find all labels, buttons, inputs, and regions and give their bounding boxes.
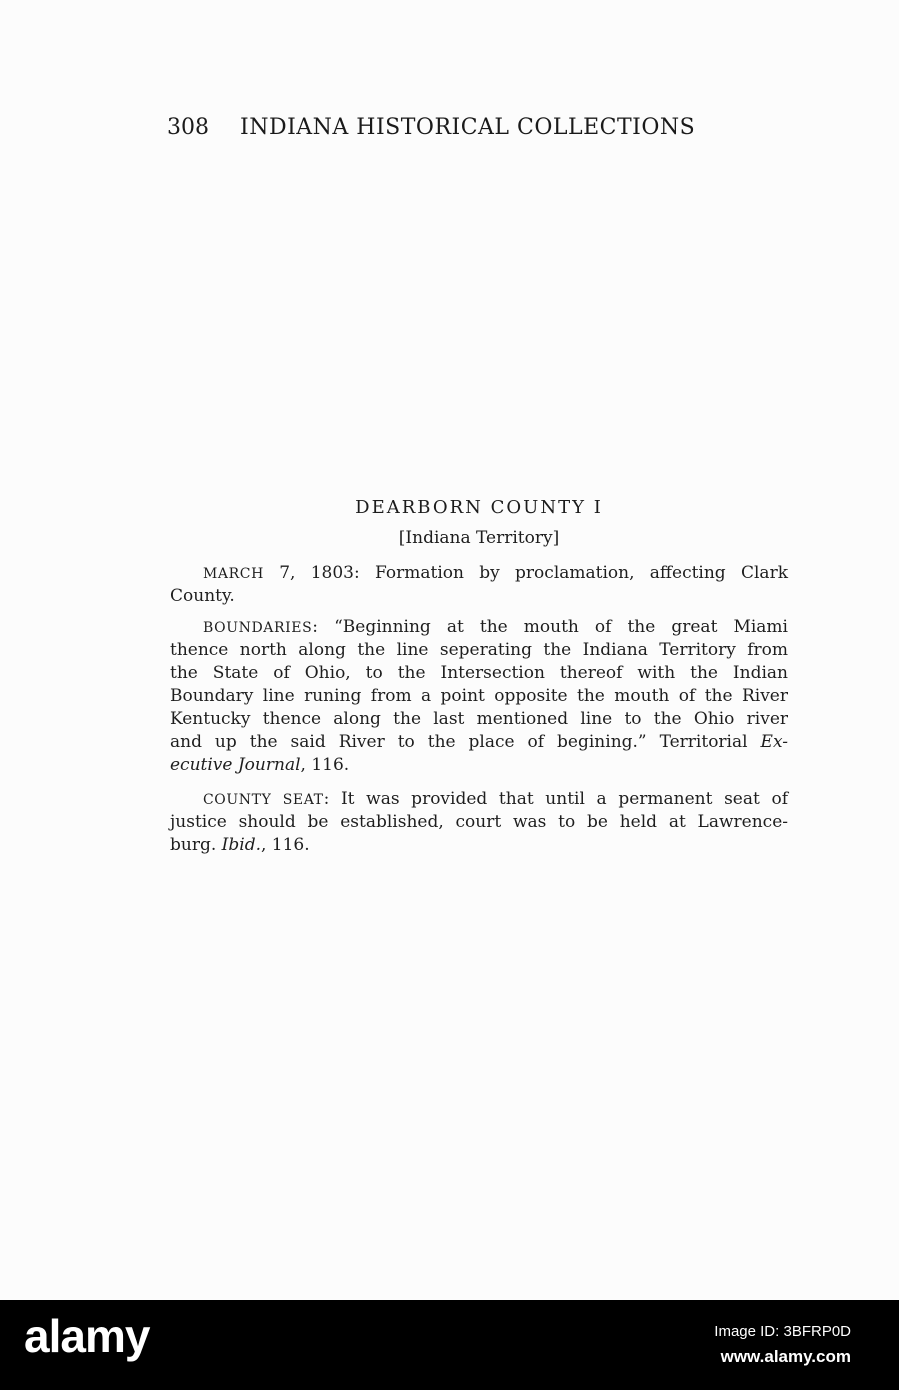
boundaries-label: BOUNDARIES [203,620,313,636]
text-line [170,562,788,585]
boundaries-paragraph [170,616,788,777]
text-line [170,754,788,777]
line-text: and up the said River to the place of begining.” Territorial [170,732,761,752]
text-line [170,834,788,857]
text-line [170,731,788,754]
citation-title-start: Ex- [760,732,788,752]
formation-paragraph [170,562,788,608]
watermark-bar [0,1300,899,1390]
line-text: justice should be established, court was to be held at Lawrence- [170,812,788,832]
text-line [170,708,788,731]
text-line [170,639,788,662]
formation-label: MARCH [203,566,264,582]
text-line [170,788,788,811]
text-line [170,662,788,685]
line-text: County. [170,586,235,606]
citation-title-end: ecutive Journal [170,755,301,775]
text-line [170,685,788,708]
line-text: Kentucky thence along the last mentioned line to the Ohio river [170,709,788,729]
text-line [170,616,788,639]
section-subtitle: [Indiana Territory] [398,528,560,548]
running-title: INDIANA HISTORICAL COLLECTIONS [240,115,696,140]
citation-ibid: Ibid. [221,835,261,855]
line-text: : “Beginning at the mouth of the great Miami [312,617,788,637]
line-text: 7, 1803: Formation by proclamation, affecting Clark [263,563,788,583]
county-seat-paragraph [170,788,788,857]
citation-page: , 116. [300,755,350,775]
alamy-logo: alamy [24,1310,150,1362]
line-text: the State of Ohio, to the Intersection thereof with the Indian [170,663,788,683]
section-title: DEARBORN COUNTY I [355,497,603,518]
county-seat-label: COUNTY SEAT [203,792,324,808]
citation-page: , 116. [260,835,310,855]
text-line [170,811,788,834]
watermark-image-id: Image ID: 3BFRP0D [714,1323,851,1340]
line-text: : It was provided that until a permanent seat of [323,789,788,809]
line-text: thence north along the line seperating the Indiana Territory from [170,640,788,660]
line-text: Boundary line runing from a point opposite the mouth of the River [170,686,788,706]
page-number: 308 [167,115,209,140]
line-text: burg. [170,835,222,855]
text-line [170,585,788,608]
watermark-site: www.alamy.com [720,1347,851,1366]
